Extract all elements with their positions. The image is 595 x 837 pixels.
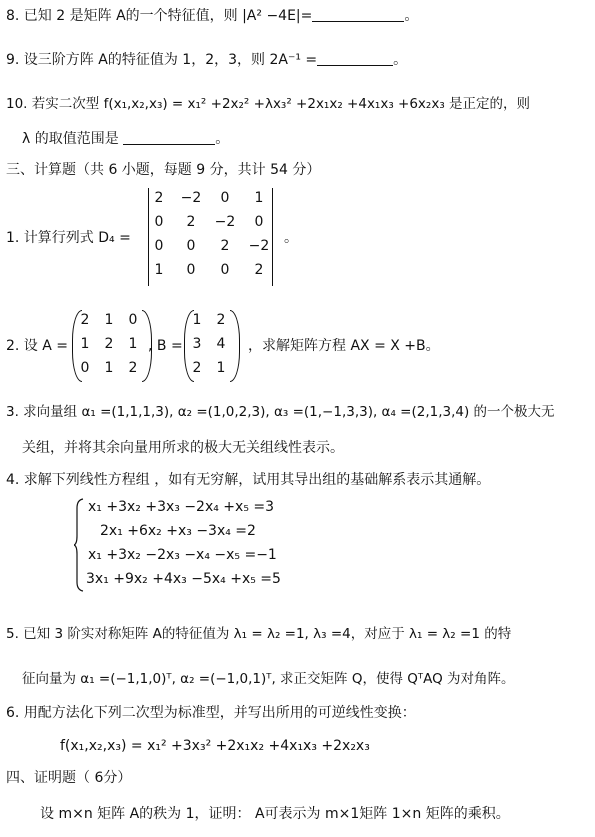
answer-blank — [312, 7, 404, 22]
q9-text: 9. 设三阶方阵 A的特征值为 1，2，3，则 — [6, 52, 270, 68]
equation-2: 2x₁ +6x₂ +x₃ −3x₄ =2 — [100, 523, 256, 539]
c2-text: 2. 设 A = — [6, 338, 69, 354]
matrix-a-cell: 1 — [104, 360, 114, 376]
c1-label: D₄ = — [98, 230, 131, 246]
matrix-a-cell: 0 — [128, 312, 138, 328]
det-cell: 1 — [154, 262, 164, 278]
matrix-b — [184, 310, 242, 382]
matrix-a-cell: 1 — [104, 312, 114, 328]
calc-5-line2: 征向量为 α₁ =(−1,1,0)ᵀ, α₂ =(−1,0,1)ᵀ, 求正交矩阵 Q，使得 QᵀAQ 为对角阵。 — [22, 671, 515, 687]
q9-end: 。 — [393, 52, 408, 68]
question-8 — [6, 6, 418, 26]
calc-4-line1: 4. 求解下列线性方程组 ，如有无穷解，试用其导出组的基础解系表示其通解。 — [6, 472, 491, 488]
c1-end: 。 — [284, 230, 298, 246]
det-cell: 2 — [220, 238, 230, 254]
q8-end: 。 — [404, 8, 419, 24]
q10-tail: 是正定的，则 — [444, 96, 531, 112]
question-10-line2 — [22, 129, 229, 149]
det-cell: 0 — [220, 190, 230, 206]
proof-question: 设 m×n 矩阵 A的秩为 1，证明： A可表示为 m×1矩阵 1×n 矩阵的乘积。 — [40, 806, 510, 822]
det-cell: 0 — [154, 214, 164, 230]
system-brace — [74, 498, 84, 592]
c1-text: 1. 计算行列式 — [6, 230, 99, 246]
det-cell: −2 — [248, 238, 270, 254]
q10-text: 10. 若实二次型 — [6, 96, 104, 112]
matrix-b-cell: 3 — [192, 336, 202, 352]
question-10 — [6, 94, 530, 114]
calc-3-line2: 关组，并将其余向量用所求的极大无关组线性表示。 — [22, 440, 344, 456]
matrix-a-cell: 1 — [80, 336, 90, 352]
calc-1 — [6, 228, 131, 248]
q10-line2: λ 的取值范围是 — [22, 131, 124, 147]
calc-6-expr: f(x₁,x₂,x₃) = x₁² +3x₃² +2x₁x₂ +4x₁x₃ +2x₂x₃ — [60, 738, 370, 754]
c2-tail: ，求解矩阵方程 AX = X +B。 — [248, 338, 440, 354]
equation-4: 3x₁ +9x₂ +4x₃ −5x₄ +x₅ =5 — [86, 571, 281, 587]
matrix-a-cell: 2 — [80, 312, 90, 328]
question-9 — [6, 50, 407, 70]
q8-expr: |A² −4E|= — [242, 8, 313, 24]
calc-6-line1: 6. 用配方法化下列二次型为标准型，并写出所用的可逆线性变换： — [6, 705, 416, 721]
calc-3-line1: 3. 求向量组 α₁ =(1,1,1,3), α₂ =(1,0,2,3), α₃ =(1,−1,3,3), α₄ =(2,1,3,4) 的一个极大无 — [6, 404, 555, 420]
matrix-a-cell: 2 — [128, 360, 138, 376]
answer-blank — [317, 51, 393, 66]
det-cell: 0 — [186, 238, 196, 254]
matrix-a — [72, 310, 154, 382]
section-3-title: 三、计算题（共 6 小题，每题 9 分，共计 54 分） — [6, 162, 321, 178]
section-4-title: 四、证明题（ 6分） — [6, 770, 132, 786]
answer-blank — [123, 130, 215, 145]
matrix-b-cell: 1 — [216, 360, 226, 376]
matrix-b-cell: 2 — [192, 360, 202, 376]
det-cell: 2 — [254, 262, 264, 278]
brace-icon — [74, 498, 84, 592]
det-cell: −2 — [180, 190, 202, 206]
matrix-b-cell: 1 — [192, 312, 202, 328]
q8-text: 8. 已知 2 是矩阵 A的一个特征值，则 — [6, 8, 243, 24]
det-cell: 0 — [154, 238, 164, 254]
equation-1: x₁ +3x₂ +3x₃ −2x₄ +x₅ =3 — [88, 499, 275, 515]
calc-2 — [6, 336, 68, 356]
matrix-b-cell: 2 — [216, 312, 226, 328]
det-cell: 0 — [220, 262, 230, 278]
det-cell: 2 — [186, 214, 196, 230]
det-cell: 0 — [186, 262, 196, 278]
det-cell: 1 — [254, 190, 264, 206]
det-bar-right — [272, 188, 273, 286]
det-cell: 0 — [254, 214, 264, 230]
c2-sep: , B = — [148, 338, 183, 354]
det-cell: 2 — [154, 190, 164, 206]
q10-expr: f(x₁,x₂,x₃) = x₁² +2x₂² +λx₃² +2x₁x₂ +4x₁x₃ +6x₂x₃ — [103, 96, 445, 112]
determinant-d4 — [148, 188, 274, 286]
matrix-b-cell: 4 — [216, 336, 226, 352]
calc-5-line1: 5. 已知 3 阶实对称矩阵 A的特征值为 λ₁ = λ₂ =1, λ₃ =4，对应于 λ₁ = λ₂ =1 的特 — [6, 626, 512, 642]
matrix-a-cell: 0 — [80, 360, 90, 376]
matrix-a-cell: 2 — [104, 336, 114, 352]
det-cell: −2 — [214, 214, 236, 230]
q10-end: 。 — [215, 131, 230, 147]
equation-3: x₁ +3x₂ −2x₃ −x₄ −x₅ =−1 — [88, 547, 277, 563]
matrix-a-cell: 1 — [128, 336, 138, 352]
q9-expr: 2A⁻¹ = — [269, 52, 318, 68]
